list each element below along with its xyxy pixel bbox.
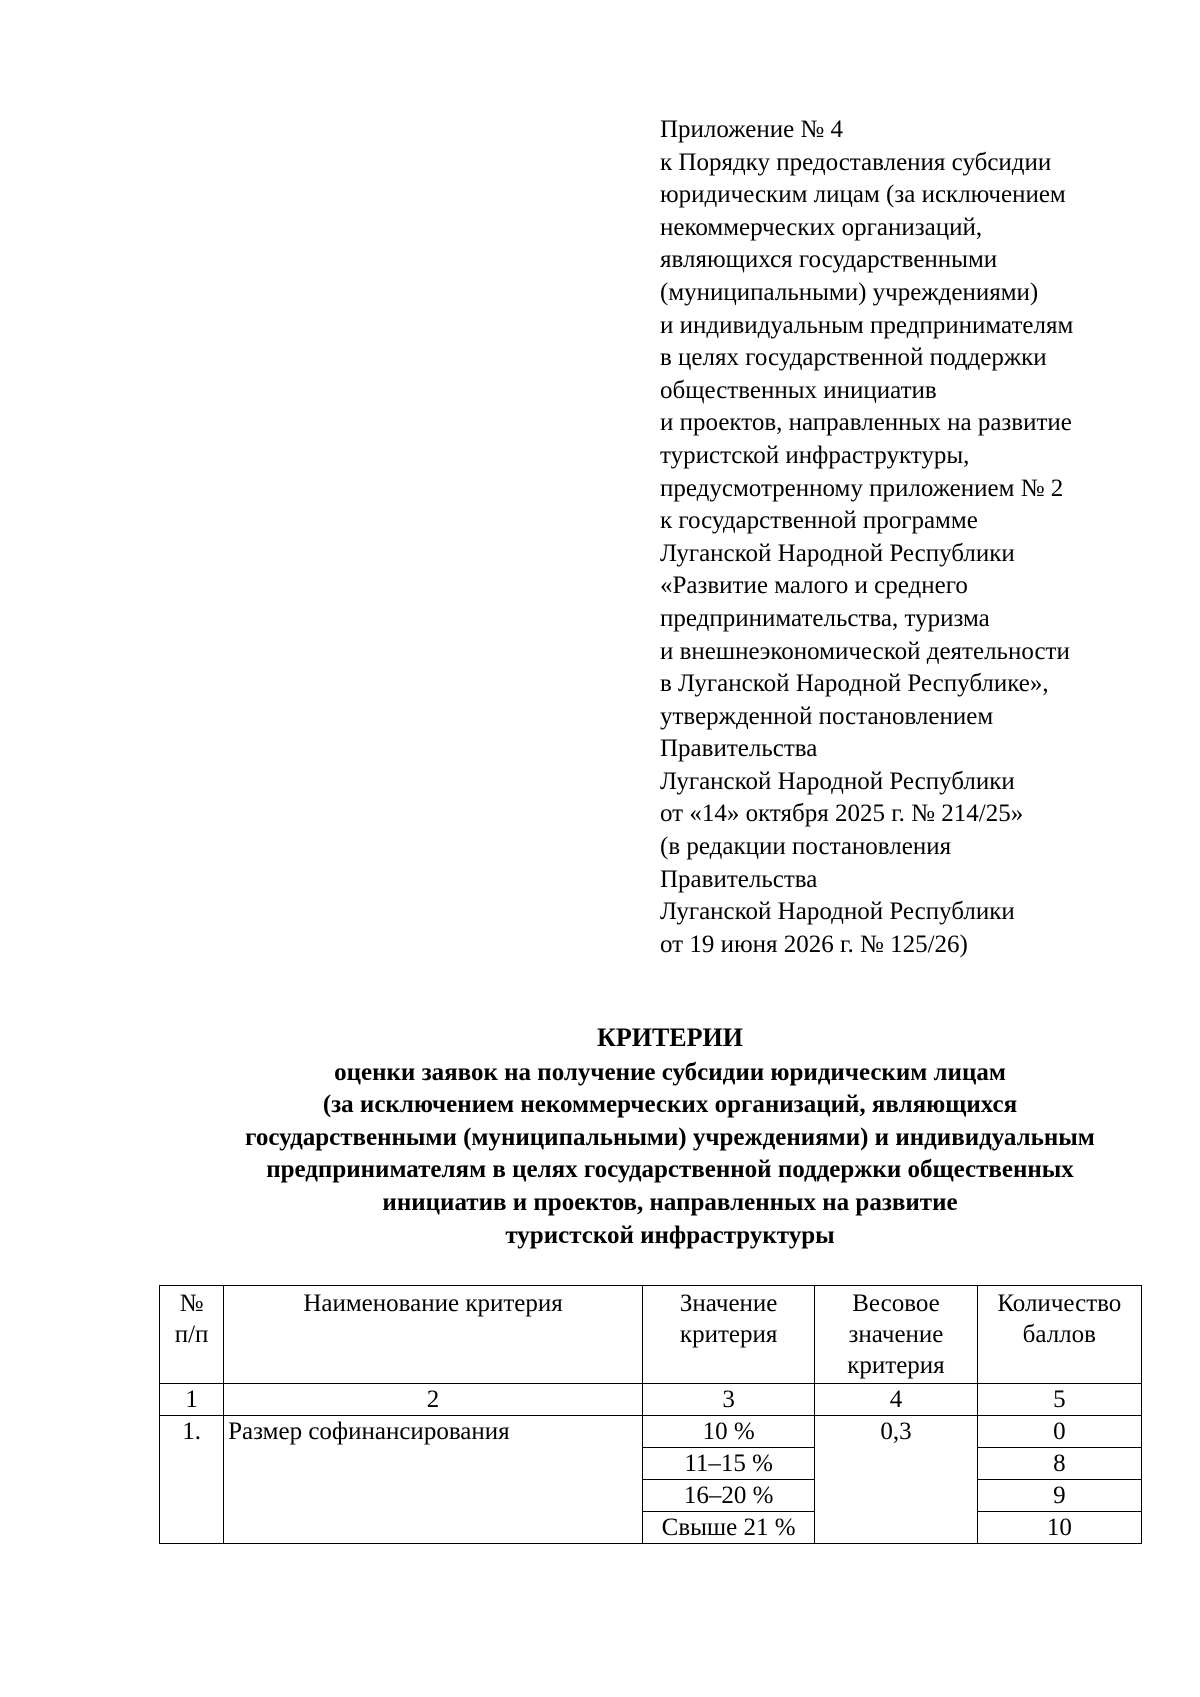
- appendix-line: Правительства: [660, 735, 818, 763]
- header-name: Наименование критерия: [224, 1286, 643, 1384]
- criterion-points: 8: [977, 1448, 1141, 1480]
- heading-title: КРИТЕРИИ: [597, 1023, 743, 1052]
- heading-line: туристской инфраструктуры: [505, 1221, 835, 1249]
- criterion-points: 0: [977, 1416, 1141, 1448]
- appendix-line: к Порядку предоставления субсидии: [660, 148, 1052, 176]
- table-header-row: [160, 1286, 1142, 1384]
- criterion-value: 16–20 %: [642, 1480, 814, 1512]
- header-weight: [815, 1286, 977, 1384]
- column-number-row: [160, 1384, 1142, 1416]
- appendix-line: в Луганской Народной Республике»,: [660, 670, 1049, 698]
- header-num: [160, 1286, 224, 1384]
- appendix-line: предпринимательства, туризма: [660, 604, 990, 632]
- header-value-line: Значение: [679, 1290, 778, 1317]
- appendix-line: некоммерческих организаций,: [660, 213, 983, 241]
- header-weight-line: Весовое: [852, 1290, 940, 1317]
- heading-line: предпринимателям в целях государственной поддержки общественных: [266, 1156, 1074, 1184]
- appendix-line: туристской инфраструктуры,: [660, 441, 970, 469]
- header-num-line: п/п: [174, 1321, 209, 1348]
- criterion-value: 10 %: [642, 1416, 814, 1448]
- row-number: 1.: [160, 1416, 224, 1544]
- heading-line: оценки заявок на получение субсидии юридическим лицам: [334, 1058, 1006, 1086]
- appendix-line: (в редакции постановления: [660, 833, 952, 861]
- appendix-line: юридическим лицам (за исключением: [660, 181, 1066, 209]
- appendix-line: Правительства: [660, 865, 818, 893]
- appendix-line: Луганской Народной Республики: [660, 539, 1015, 567]
- header-value-line: критерия: [679, 1321, 778, 1348]
- appendix-line: являющихся государственными: [660, 246, 998, 274]
- appendix-line: от 19 июня 2026 г. № 125/26): [660, 930, 968, 958]
- column-number: 2: [224, 1384, 643, 1416]
- criterion-points: 9: [977, 1480, 1141, 1512]
- heading-line: (за исключением некоммерческих организаций, являющихся: [322, 1091, 1018, 1119]
- criterion-weight: 0,3: [815, 1416, 977, 1544]
- criterion-points: 10: [977, 1512, 1141, 1544]
- appendix-line: в целях государственной поддержки: [660, 344, 1047, 372]
- header-points-line: баллов: [1022, 1321, 1096, 1348]
- table-row: [160, 1416, 1142, 1448]
- header-points: [977, 1286, 1141, 1384]
- heading-line: государственными (муниципальными) учреждениями) и индивидуальным: [245, 1123, 1095, 1151]
- header-weight-line: значение: [848, 1321, 944, 1348]
- criterion-value: Свыше 21 %: [642, 1512, 814, 1544]
- appendix-line: утвержденной постановлением: [660, 702, 994, 730]
- appendix-line: от «14» октября 2025 г. № 214/25»: [660, 800, 1024, 828]
- appendix-line: Луганской Народной Республики: [660, 898, 1015, 926]
- criteria-table: [159, 1285, 1142, 1544]
- header-num-line: №: [179, 1290, 204, 1317]
- appendix-line: общественных инициатив: [660, 376, 937, 404]
- appendix-line: «Развитие малого и среднего: [660, 572, 968, 600]
- appendix-line: и проектов, направленных на развитие: [660, 409, 1072, 437]
- appendix-line: Приложение № 4: [660, 116, 844, 143]
- appendix-line: к государственной программе: [660, 507, 978, 535]
- heading-line: инициатив и проектов, направленных на развитие: [382, 1188, 958, 1216]
- criterion-value: 11–15 %: [642, 1448, 814, 1480]
- criterion-name: Размер софинансирования: [224, 1416, 643, 1544]
- column-number: 5: [977, 1384, 1141, 1416]
- header-value: [642, 1286, 814, 1384]
- appendix-line: и индивидуальным предпринимателям: [660, 311, 1074, 339]
- appendix-line: (муниципальными) учреждениями): [660, 278, 1039, 306]
- appendix-block: [660, 114, 1180, 961]
- header-points-line: Количество: [997, 1290, 1122, 1317]
- appendix-line: и внешнеэкономической деятельности: [660, 637, 1070, 665]
- column-number: 1: [160, 1384, 224, 1416]
- appendix-line: Луганской Народной Республики: [660, 767, 1015, 795]
- document-heading: [150, 1022, 1190, 1252]
- appendix-line: предусмотренному приложением № 2: [660, 474, 1064, 502]
- header-weight-line: критерия: [847, 1352, 945, 1379]
- column-number: 4: [815, 1384, 977, 1416]
- column-number: 3: [642, 1384, 814, 1416]
